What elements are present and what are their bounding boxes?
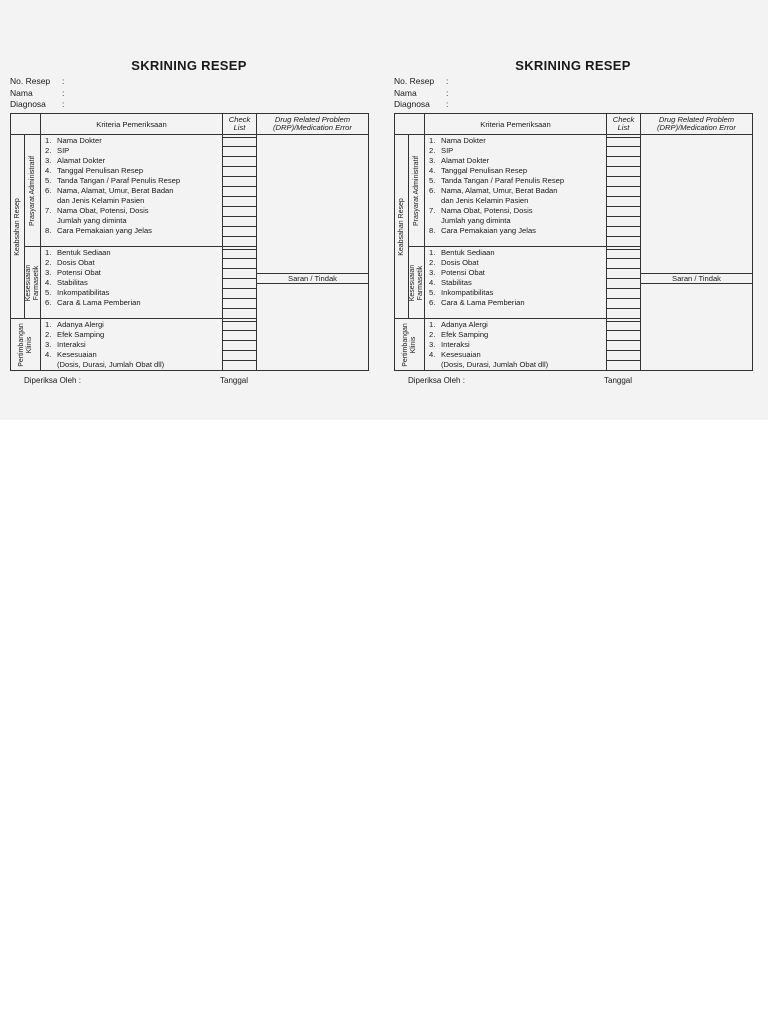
list-item: 1. Bentuk Sediaan <box>45 248 111 257</box>
outer-group-label: Keabsahan Resep <box>397 197 405 256</box>
list-item: 1. Nama Dokter <box>45 136 102 145</box>
field-diagnosa[interactable] <box>394 99 456 111</box>
check-box[interactable] <box>223 227 256 237</box>
check-box[interactable] <box>223 147 256 157</box>
check-box[interactable] <box>223 157 256 167</box>
form-title: SKRINING RESEP <box>515 58 631 73</box>
check-box[interactable] <box>607 217 640 227</box>
header-blank <box>395 114 425 135</box>
check-box[interactable] <box>607 331 640 341</box>
header-drp-line2: (DRP)/Medication Error <box>273 123 352 132</box>
check-box[interactable] <box>607 279 640 289</box>
criteria-list-klinis <box>425 319 607 371</box>
check-box[interactable] <box>607 207 640 217</box>
header-check-list <box>223 114 257 135</box>
list-item: 7. Nama Obat, Potensi, Dosis <box>45 206 149 215</box>
section-label-cell <box>25 247 41 319</box>
list-item: 1. Bentuk Sediaan <box>429 248 495 257</box>
criteria-list-farmasetik <box>425 247 607 319</box>
section-label-cell <box>409 247 425 319</box>
header-blank <box>11 114 41 135</box>
list-item: 2. SIP <box>45 146 70 155</box>
check-box[interactable] <box>223 137 256 147</box>
list-item: 4. Stabilitas <box>45 278 88 287</box>
check-box[interactable] <box>223 249 256 259</box>
list-item-continued: (Dosis, Durasi, Jumlah Obat dll) <box>57 360 165 369</box>
list-item: 3. Interaksi <box>45 340 86 349</box>
check-box[interactable] <box>223 197 256 207</box>
check-box[interactable] <box>607 249 640 259</box>
check-box[interactable] <box>607 147 640 157</box>
section-label-farmasetik: Kesesuaian Farmasetik <box>408 264 424 301</box>
field-colon: : <box>446 76 449 86</box>
field-diagnosa[interactable] <box>10 99 72 111</box>
table-header-row <box>11 114 369 135</box>
check-box[interactable] <box>607 351 640 361</box>
screening-form-right <box>392 52 754 392</box>
screening-table <box>10 113 369 371</box>
field-colon: : <box>62 99 65 109</box>
criteria-list-administratif <box>425 135 607 247</box>
field-label: Nama <box>10 87 33 98</box>
check-box[interactable] <box>223 207 256 217</box>
saran-tindak-label: Saran / Tindak <box>641 273 752 284</box>
check-box[interactable] <box>607 299 640 309</box>
field-colon: : <box>446 87 449 98</box>
check-box[interactable] <box>607 259 640 269</box>
list-item: 3. Alamat Dokter <box>429 156 490 165</box>
list-item: 2. Efek Samping <box>45 330 105 339</box>
list-item: 4. Kesesuaian <box>429 350 481 359</box>
criteria-list-administratif <box>41 135 223 247</box>
header-check-line1: Check <box>612 114 635 124</box>
list-item: 3. Potensi Obat <box>45 268 101 277</box>
outer-group-cell <box>11 135 25 319</box>
form-title: SKRINING RESEP <box>131 58 247 73</box>
check-box[interactable] <box>223 289 256 299</box>
header-drp-line2: (DRP)/Medication Error <box>657 123 736 132</box>
section-label-administratif: Prasyarat Administratif <box>412 155 420 226</box>
field-no-resep[interactable] <box>10 76 72 88</box>
list-item: 2. SIP <box>429 146 454 155</box>
drp-column[interactable] <box>257 135 369 371</box>
header-check-line2: List <box>617 123 630 132</box>
screening-table <box>394 113 753 371</box>
header-check-list <box>607 114 641 135</box>
check-box[interactable] <box>223 279 256 289</box>
criteria-list-farmasetik <box>41 247 223 319</box>
list-item: 4. Kesesuaian <box>45 350 97 359</box>
list-item: 1. Adanya Alergi <box>429 320 488 329</box>
table-header-row <box>395 114 753 135</box>
list-item: 5. Inkompatibilitas <box>429 288 494 297</box>
list-item: 6. Nama, Alamat, Umur, Berat Badan <box>45 186 174 195</box>
list-item: 2. Dosis Obat <box>429 258 479 267</box>
section-administratif-row <box>395 135 753 247</box>
checklist-column <box>607 319 641 371</box>
saran-tindak-label: Saran / Tindak <box>257 273 368 284</box>
list-item: 8. Cara Pemakaian yang Jelas <box>429 226 536 235</box>
check-box[interactable] <box>607 227 640 237</box>
list-item: 4. Tanggal Penulisan Resep <box>429 166 528 175</box>
header-check-line1: Check <box>228 114 251 124</box>
list-item-continued: (Dosis, Durasi, Jumlah Obat dll) <box>441 360 549 369</box>
check-box[interactable] <box>223 351 256 361</box>
field-colon: : <box>62 76 65 86</box>
section-label-farmasetik: Kesesuaian Farmasetik <box>24 264 40 301</box>
section-label-cell <box>25 135 41 247</box>
list-item: 5. Inkompatibilitas <box>45 288 110 297</box>
header-check-line2: List <box>233 123 246 132</box>
section-label-administratif: Prasyarat Administratif <box>28 155 36 226</box>
check-box[interactable] <box>223 187 256 197</box>
checked-by-label: Diperiksa Oleh : <box>24 376 81 385</box>
field-colon: : <box>446 99 449 109</box>
check-box[interactable] <box>607 197 640 207</box>
date-label: Tanggal <box>220 376 249 385</box>
header-criteria: Kriteria Pemeriksaan <box>425 114 607 135</box>
list-item: 2. Dosis Obat <box>45 258 95 267</box>
check-box[interactable] <box>223 217 256 227</box>
list-item-continued: Jumlah yang diminta <box>57 216 127 225</box>
list-item: 8. Cara Pemakaian yang Jelas <box>45 226 152 235</box>
screening-form-left <box>8 52 370 392</box>
field-label: No. Resep <box>394 76 435 86</box>
criteria-list-klinis <box>41 319 223 371</box>
field-nama[interactable] <box>394 88 456 100</box>
list-item: 4. Tanggal Penulisan Resep <box>45 166 144 175</box>
field-no-resep[interactable] <box>394 76 456 88</box>
check-box[interactable] <box>223 331 256 341</box>
check-box[interactable] <box>607 187 640 197</box>
outer-group-label: Keabsahan Resep <box>13 197 21 256</box>
section-label-klinis: Pertimbangan Klinis <box>401 322 417 367</box>
check-box[interactable] <box>607 269 640 279</box>
checklist-column <box>223 135 257 247</box>
check-box[interactable] <box>223 321 256 331</box>
check-box[interactable] <box>223 299 256 309</box>
date-label: Tanggal <box>604 376 633 385</box>
list-item: 5. Tanda Tangan / Paraf Penulis Resep <box>45 176 181 185</box>
check-box[interactable] <box>607 289 640 299</box>
drp-column[interactable] <box>641 135 753 371</box>
section-label-cell <box>395 319 425 371</box>
list-item: 1. Nama Dokter <box>429 136 486 145</box>
section-label-klinis: Pertimbangan Klinis <box>17 322 33 367</box>
check-box[interactable] <box>223 259 256 269</box>
list-item-continued: Jumlah yang diminta <box>441 216 511 225</box>
field-nama[interactable] <box>10 88 72 100</box>
checklist-column <box>223 247 257 319</box>
list-item: 2. Efek Samping <box>429 330 489 339</box>
check-box[interactable] <box>223 177 256 187</box>
checklist-column <box>607 247 641 319</box>
list-item: 5. Tanda Tangan / Paraf Penulis Resep <box>429 176 565 185</box>
field-label: No. Resep <box>10 76 51 86</box>
section-administratif-row <box>11 135 369 247</box>
check-box[interactable] <box>607 167 640 177</box>
patient-fields <box>10 76 72 111</box>
list-item: 6. Cara & Lama Pemberian <box>429 298 525 307</box>
check-box[interactable] <box>223 269 256 279</box>
field-label: Nama <box>394 87 417 98</box>
list-item: 1. Adanya Alergi <box>45 320 104 329</box>
check-box[interactable] <box>223 341 256 351</box>
check-box[interactable] <box>607 341 640 351</box>
list-item: 3. Potensi Obat <box>429 268 485 277</box>
checklist-column <box>223 319 257 371</box>
check-box[interactable] <box>607 137 640 147</box>
list-item: 7. Nama Obat, Potensi, Dosis <box>429 206 533 215</box>
header-drp-line1: Drug Related Problem <box>658 114 735 124</box>
field-label: Diagnosa <box>10 99 46 109</box>
list-item: 3. Interaksi <box>429 340 470 349</box>
section-label-cell <box>11 319 41 371</box>
header-criteria: Kriteria Pemeriksaan <box>41 114 223 135</box>
list-item: 4. Stabilitas <box>429 278 472 287</box>
outer-group-cell <box>395 135 409 319</box>
header-drp <box>641 114 753 135</box>
check-box[interactable] <box>223 167 256 177</box>
field-label: Diagnosa <box>394 99 430 109</box>
field-colon: : <box>62 87 65 98</box>
list-item-continued: dan Jenis Kelamin Pasien <box>441 196 529 205</box>
checklist-column <box>607 135 641 247</box>
patient-fields <box>394 76 456 111</box>
check-box[interactable] <box>607 177 640 187</box>
header-drp <box>257 114 369 135</box>
section-label-cell <box>409 135 425 247</box>
list-item: 6. Cara & Lama Pemberian <box>45 298 141 307</box>
checked-by-label: Diperiksa Oleh : <box>408 376 465 385</box>
check-box[interactable] <box>607 321 640 331</box>
check-box[interactable] <box>607 157 640 167</box>
header-drp-line1: Drug Related Problem <box>274 114 351 124</box>
list-item: 6. Nama, Alamat, Umur, Berat Badan <box>429 186 558 195</box>
list-item-continued: dan Jenis Kelamin Pasien <box>57 196 145 205</box>
list-item: 3. Alamat Dokter <box>45 156 106 165</box>
